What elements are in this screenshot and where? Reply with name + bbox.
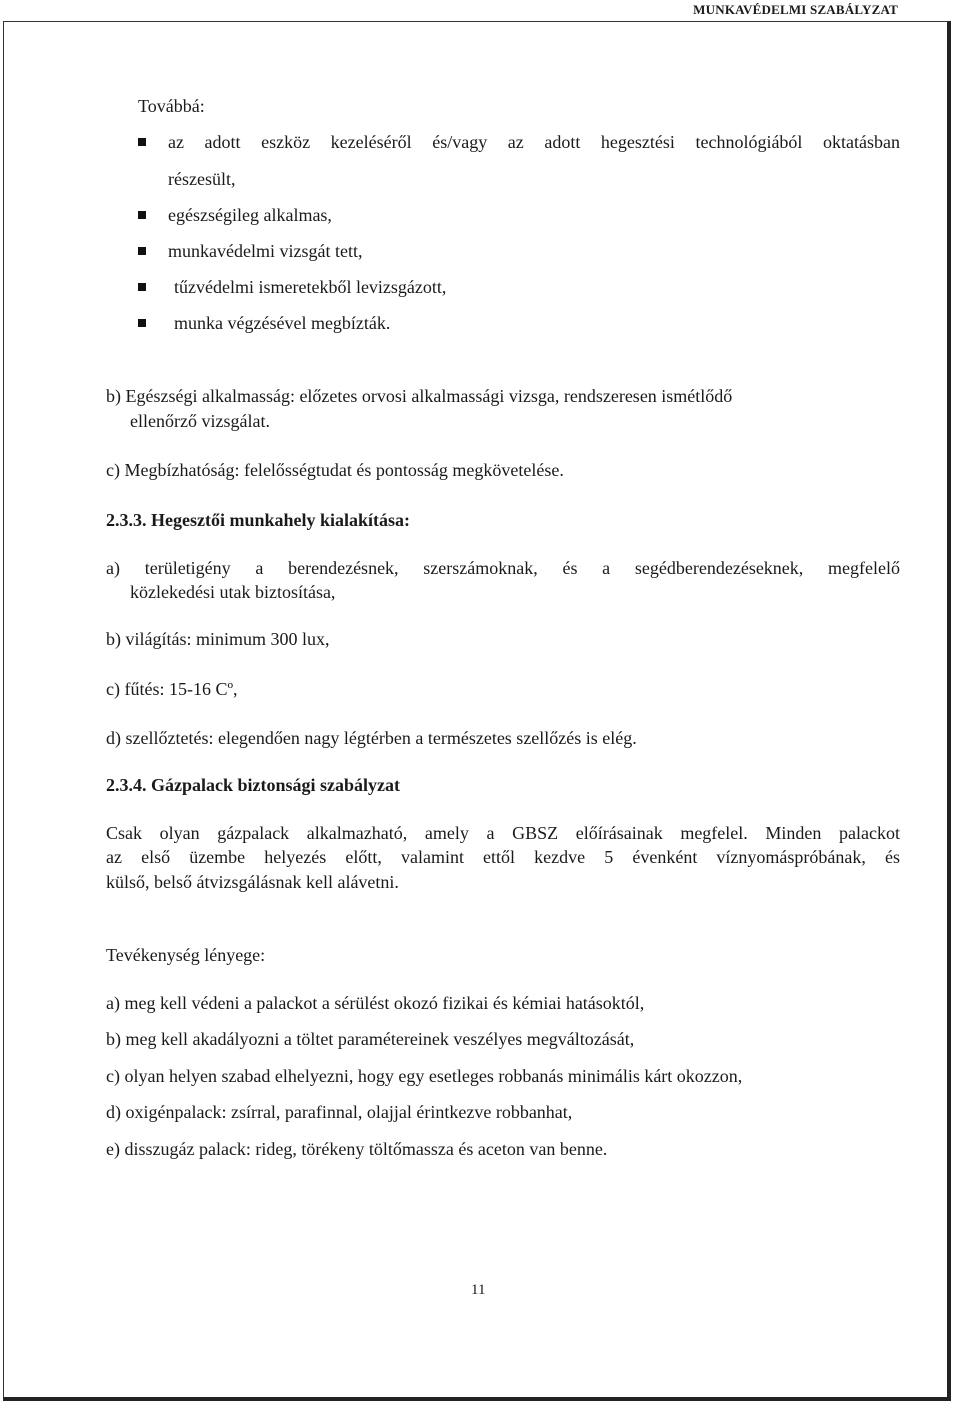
activity-subheading: Tevékenység lényege: [106,945,266,965]
running-header: MUNKAVÉDELMI SZABÁLYZAT [693,2,898,17]
bullet-marker [138,319,146,327]
section234-para-line-1: Csak olyan gázpalack alkalmazható, amely a GBSZ előírásainak megfelel. Minden palackot [106,823,900,843]
bullet-1-line-1: az adott eszköz kezeléséről és/vagy az adott hegesztési technológiából oktatásban [168,132,900,152]
req-b-line-1: b) Egészségi alkalmasság: előzetes orvosi alkalmassági vizsga, rendszeresen ismétlődő [106,386,733,406]
bullet-3: munkavédelmi vizsgát tett, [168,241,363,261]
section233-a-line-1: a) területigény a berendezésnek, szerszámoknak, és a segédberendezéseknek, megfelelő [106,558,900,578]
req-b-line-2: ellenőrző vizsgálat. [130,411,270,431]
bullet-2: egészségileg alkalmas, [168,205,332,225]
bullet-marker [138,283,146,291]
activity-b: b) meg kell akadályozni a töltet paramétereinek veszélyes megváltozását, [106,1029,635,1049]
section233-c: c) fűtés: 15-16 Cº, [106,679,238,699]
section-heading-2-3-4: 2.3.4. Gázpalack biztonsági szabályzat [106,775,401,795]
page-number: 11 [471,1282,486,1298]
section233-b: b) világítás: minimum 300 lux, [106,629,330,649]
section233-d: d) szellőztetés: elegendően nagy légtérben a természetes szellőzés is elég. [106,728,637,748]
section234-para-line-3: külső, belső átvizsgálásnak kell alávetni. [106,872,399,892]
bullet-4: tűzvédelmi ismeretekből levizsgázott, [174,277,447,297]
req-c: c) Megbízhatóság: felelősségtudat és pontosság megkövetelése. [106,460,564,480]
activity-d: d) oxigénpalack: zsírral, parafinnal, olajjal érintkezve robbanhat, [106,1102,573,1122]
bullet-marker [138,138,146,146]
bullet-5: munka végzésével megbízták. [174,313,391,333]
bullet-marker [138,211,146,219]
activity-e: e) disszugáz palack: rideg, törékeny töltőmassza és aceton van benne. [106,1139,608,1159]
section-heading-2-3-3: 2.3.3. Hegesztői munkahely kialakítása: [106,510,411,530]
activity-c: c) olyan helyen szabad elhelyezni, hogy egy esetleges robbanás minimális kárt okozzon, [106,1066,743,1086]
bullet-1-line-2: részesült, [168,169,236,189]
bullet-marker [138,247,146,255]
intro-text: Továbbá: [138,96,205,116]
section233-a-line-2: közlekedési utak biztosítása, [130,582,336,602]
section234-para-line-2: az első üzembe helyezés előtt, valamint ettől kezdve 5 évenként víznyomáspróbának, és [106,847,900,867]
activity-a: a) meg kell védeni a palackot a sérülést okozó fizikai és kémiai hatásoktól, [106,993,645,1013]
page-frame [3,21,951,1401]
